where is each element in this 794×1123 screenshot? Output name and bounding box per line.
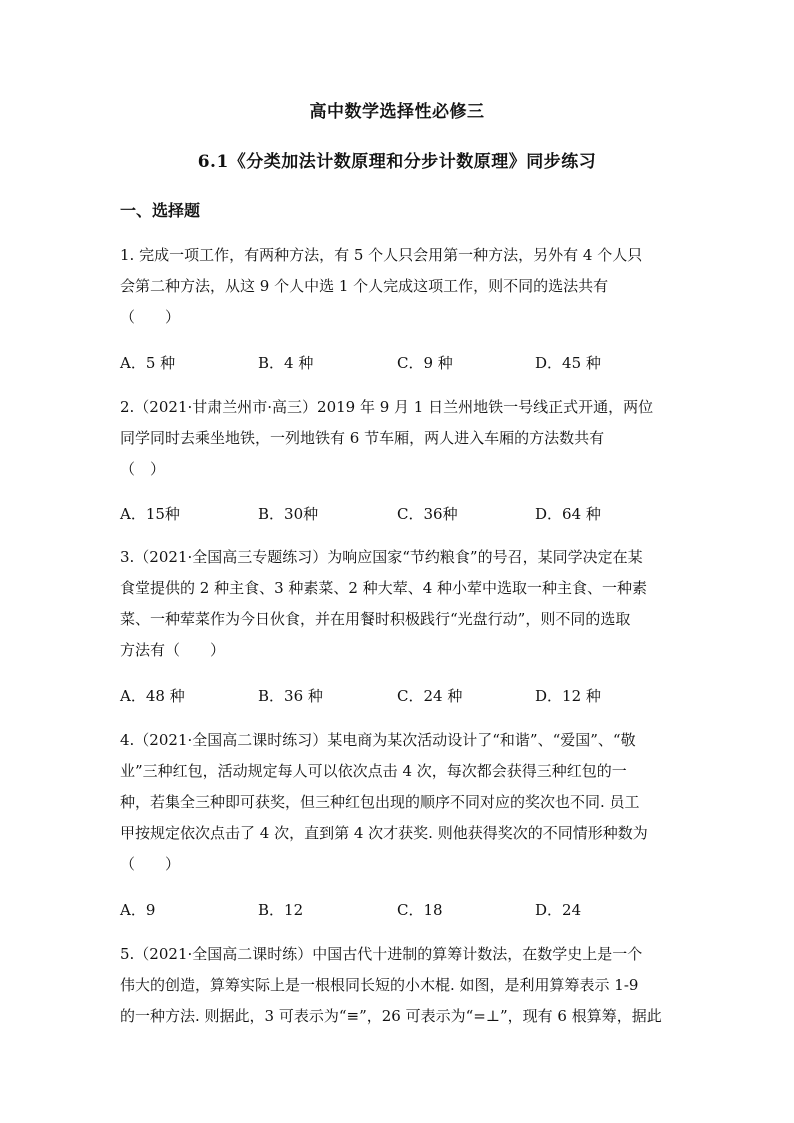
question-5 xyxy=(120,939,676,1032)
option-b: B．30种 xyxy=(258,505,319,523)
option-b: B．12 xyxy=(258,901,304,919)
option-d: D．45 种 xyxy=(535,354,601,372)
question-line: 伟大的创造，算筹实际上是一根根同长短的小木棍. 如图，是利用算筹表示 1-9 xyxy=(120,976,639,994)
question-1 xyxy=(120,240,676,333)
question-1-options xyxy=(120,352,680,374)
document-subtitle: 6.1《分类加法计数原理和分步计数原理》同步练习 xyxy=(197,152,597,172)
section-heading: 一、选择题 xyxy=(120,201,201,220)
question-line: 种，若集全三种即可获奖，但三种红包出现的顺序不同对应的奖次也不同. 员工 xyxy=(120,793,640,811)
option-b: B．36 种 xyxy=(258,687,323,705)
option-a: A．48 种 xyxy=(120,687,185,705)
question-line: 1. 完成一项工作，有两种方法，有 5 个人只会用第一种方法，另外有 4 个人只 xyxy=(120,246,643,264)
question-line: 业”三种红包，活动规定每人可以依次点击 4 次，每次都会获得三种红包的一 xyxy=(120,762,627,780)
question-line: （ ） xyxy=(120,460,166,478)
question-line: 4.（2021·全国高二课时练习）某电商为某次活动设计了“和谐”、“爱国”、“敬 xyxy=(120,731,636,749)
option-d: D．12 种 xyxy=(535,687,601,705)
question-line: 会第二种方法，从这 9 个人中选 1 个人完成这项工作，则不同的选法共有 xyxy=(120,277,609,295)
question-4-options xyxy=(120,899,680,921)
option-d: D．24 xyxy=(535,901,582,919)
question-line: 方法有（ ） xyxy=(120,641,226,659)
option-a: A．15种 xyxy=(120,505,180,523)
question-line: 3.（2021·全国高三专题练习）为响应国家“节约粮食”的号召，某同学决定在某 xyxy=(120,548,643,566)
option-b: B．4 种 xyxy=(258,354,314,372)
option-a: A．9 xyxy=(120,901,156,919)
question-line: 食堂提供的 2 种主食、3 种素菜、2 种大荤、4 种小荤中选取一种主食、一种素 xyxy=(120,579,648,597)
document-title: 高中数学选择性必修三 xyxy=(309,102,485,122)
option-c: C．36种 xyxy=(397,505,458,523)
question-line: （ ） xyxy=(120,308,181,326)
option-c: C．24 种 xyxy=(397,687,463,705)
question-2 xyxy=(120,392,676,485)
option-d: D．64 种 xyxy=(535,505,601,523)
question-line: 5.（2021·全国高二课时练）中国古代十进制的算筹计数法，在数学史上是一个 xyxy=(120,945,643,963)
question-line: （ ） xyxy=(120,855,181,873)
question-2-options xyxy=(120,503,680,525)
option-c: C．18 xyxy=(397,901,443,919)
question-line: 甲按规定依次点击了 4 次，直到第 4 次才获奖. 则他获得奖次的不同情形种数为 xyxy=(120,824,648,842)
question-4 xyxy=(120,725,676,880)
question-line: 的一种方法. 则据此，3 可表示为“≡”，26 可表示为“=⊥”，现有 6 根算筹，据此 xyxy=(120,1007,662,1025)
question-line: 同学同时去乘坐地铁，一列地铁有 6 节车厢，两人进入车厢的方法数共有 xyxy=(120,429,605,447)
option-c: C．9 种 xyxy=(397,354,453,372)
option-a: A．5 种 xyxy=(120,354,176,372)
question-3 xyxy=(120,542,676,666)
question-line: 菜、一种荤菜作为今日伙食，并在用餐时积极践行“光盘行动”，则不同的选取 xyxy=(120,610,631,628)
question-3-options xyxy=(120,685,680,707)
question-line: 2.（2021·甘肃兰州市·高三）2019 年 9 月 1 日兰州地铁一号线正式开通，两位 xyxy=(120,398,654,416)
